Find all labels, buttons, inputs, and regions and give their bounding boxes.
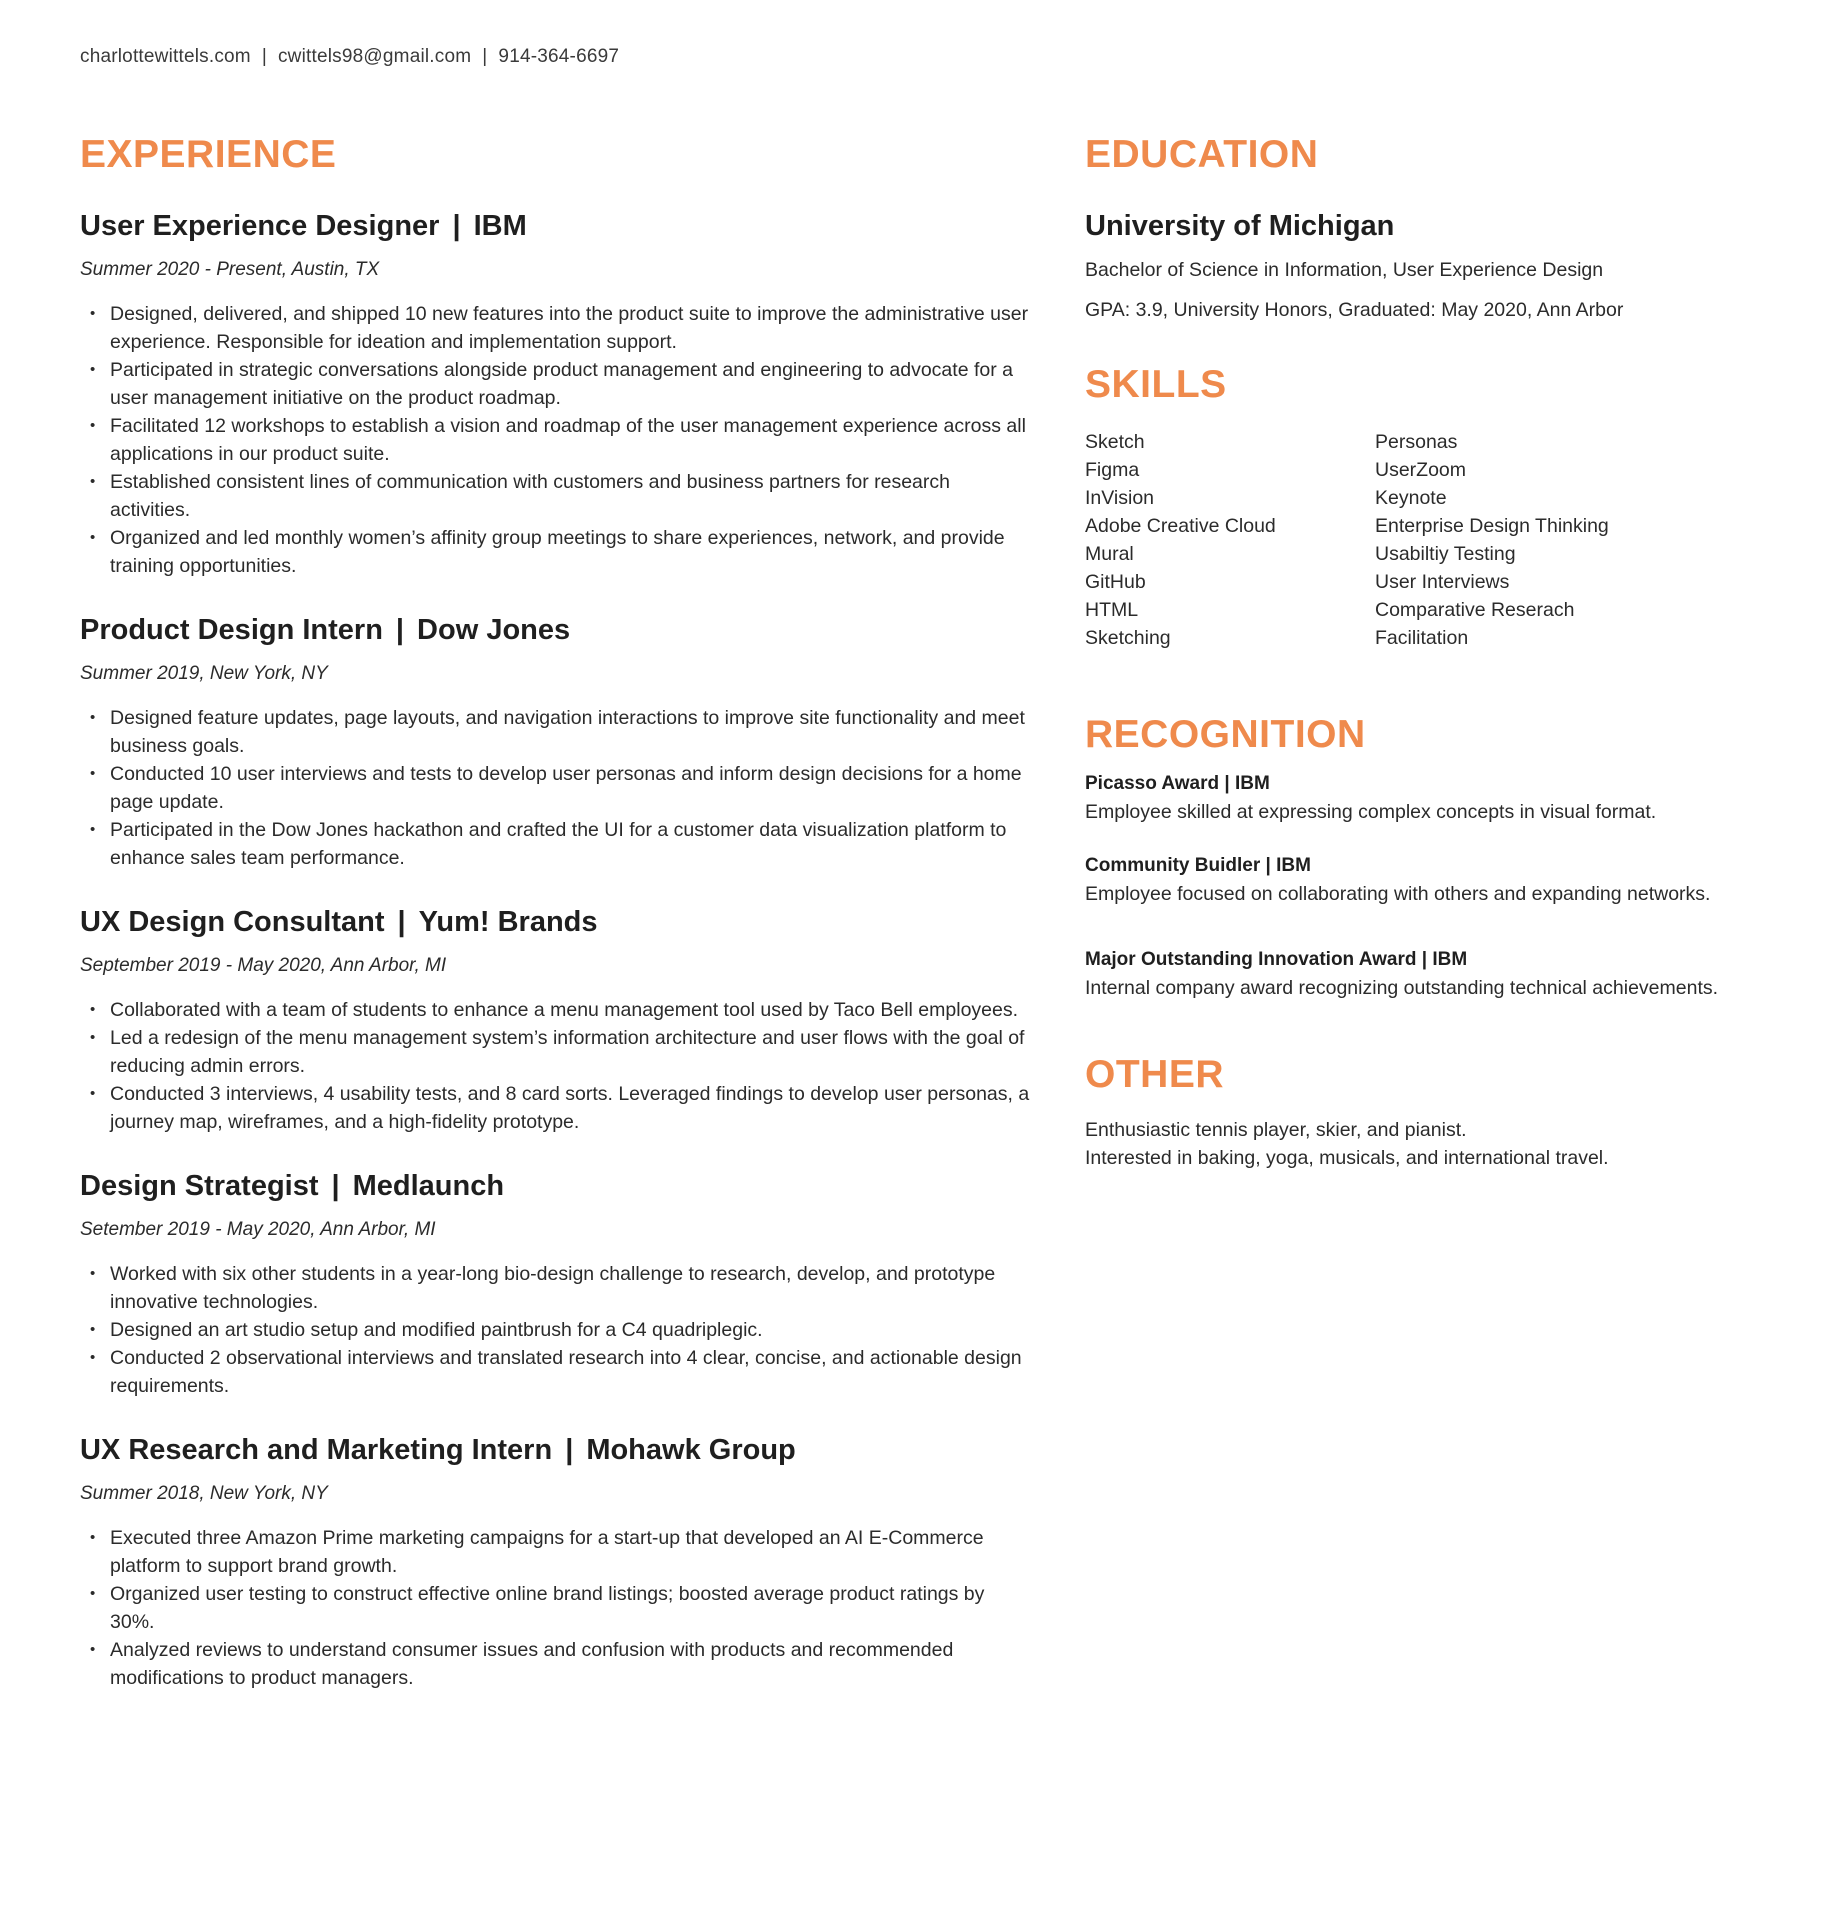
bullet-item: • Led a redesign of the menu management system’s information architecture and user flows with the goal of reducing admin errors. <box>80 1024 1030 1080</box>
skill-item: Usabiltiy Testing <box>1375 543 1516 565</box>
job-title <box>80 1432 1030 1468</box>
other-item: Enthusiastic tennis player, skier, and pianist. <box>1085 1119 1467 1141</box>
experience-entry-ibm <box>80 208 1030 580</box>
job-separator: | <box>397 906 406 938</box>
skills-column-2 <box>1375 428 1665 652</box>
skill-item: Enterprise Design Thinking <box>1375 515 1609 537</box>
experience-entry-medlaunch <box>80 1168 1030 1400</box>
skill-item: Comparative Reserach <box>1375 599 1575 621</box>
job-company: IBM <box>473 210 527 242</box>
job-bullets <box>80 1260 1030 1400</box>
award-name: Picasso Award | IBM <box>1085 773 1270 794</box>
other-list <box>1085 1116 1805 1172</box>
award-entry <box>1085 852 1805 908</box>
bullet-item: • Organized user testing to construct effective online brand listings; boosted average product ratings by 30%. <box>80 1580 1030 1636</box>
bullet-item: • Designed, delivered, and shipped 10 new features into the product suite to improve the administrative user experience. Responsible for ideation and implementation support. <box>80 300 1030 356</box>
skills-column-1 <box>1085 428 1375 652</box>
experience-entry-dow-jones <box>80 612 1030 872</box>
award-name: Major Outstanding Innovation Award | IBM <box>1085 949 1468 970</box>
skills-heading: SKILLS <box>1085 363 1227 406</box>
bullet-item: • Participated in the Dow Jones hackathon and crafted the UI for a customer data visualization platform to enhance sales team performance. <box>80 816 1030 872</box>
job-title <box>80 1168 1030 1204</box>
job-company: Medlaunch <box>352 1170 505 1202</box>
skill-item: Sketch <box>1085 431 1145 453</box>
job-title <box>80 904 1030 940</box>
contact-separator: | <box>482 46 488 67</box>
skill-item: Figma <box>1085 459 1140 481</box>
skill-item: Adobe Creative Cloud <box>1085 515 1276 537</box>
job-meta: Setember 2019 - May 2020, Ann Arbor, MI <box>80 1219 436 1240</box>
job-role: User Experience Designer <box>80 210 440 242</box>
skill-item: Mural <box>1085 543 1134 565</box>
job-role: Product Design Intern <box>80 614 383 646</box>
bullet-item: • Executed three Amazon Prime marketing campaigns for a start-up that developed an AI E-Commerce platform to support brand growth. <box>80 1524 1030 1580</box>
bullet-item: • Established consistent lines of communication with customers and business partners for research activities. <box>80 468 1030 524</box>
contact-website[interactable]: charlottewittels.com <box>80 46 251 67</box>
job-separator: | <box>331 1170 340 1202</box>
skills-grid <box>1085 428 1805 652</box>
job-company: Dow Jones <box>417 614 571 646</box>
experience-heading: EXPERIENCE <box>80 133 337 176</box>
job-meta: Summer 2018, New York, NY <box>80 1483 328 1504</box>
award-name: Community Buidler | IBM <box>1085 855 1311 876</box>
contact-phone: 914-364-6697 <box>498 46 620 67</box>
award-description: Employee skilled at expressing complex concepts in visual format. <box>1085 801 1657 823</box>
bullet-item: • Worked with six other students in a year-long bio-design challenge to research, develop, and prototype innovative technologies. <box>80 1260 1030 1316</box>
job-meta: Summer 2019, New York, NY <box>80 663 328 684</box>
recognition-heading: RECOGNITION <box>1085 713 1366 756</box>
other-heading: OTHER <box>1085 1053 1224 1096</box>
job-separator: | <box>565 1434 574 1466</box>
skill-item: Personas <box>1375 431 1458 453</box>
contact-email[interactable]: cwittels98@gmail.com <box>277 46 472 67</box>
job-company: Mohawk Group <box>586 1434 796 1466</box>
contact-line <box>80 46 619 68</box>
job-bullets <box>80 300 1030 580</box>
job-role: Design Strategist <box>80 1170 319 1202</box>
education-details: GPA: 3.9, University Honors, Graduated: May 2020, Ann Arbor <box>1085 299 1624 321</box>
other-item: Interested in baking, yoga, musicals, and international travel. <box>1085 1147 1609 1169</box>
job-meta: September 2019 - May 2020, Ann Arbor, MI <box>80 955 447 976</box>
bullet-item: • Conducted 3 interviews, 4 usability tests, and 8 card sorts. Leveraged findings to develop user personas, a journey map, wireframes, and a high-fidelity prototype. <box>80 1080 1030 1136</box>
skill-item: InVision <box>1085 487 1155 509</box>
experience-column <box>80 132 1030 1692</box>
skill-item: HTML <box>1085 599 1139 621</box>
bullet-item: • Conducted 10 user interviews and tests to develop user personas and inform design decisions for a home page update. <box>80 760 1030 816</box>
award-entry <box>1085 770 1805 826</box>
bullet-item: • Organized and led monthly women’s affinity group meetings to share experiences, network, and provide training opportunities. <box>80 524 1030 580</box>
job-bullets <box>80 996 1030 1136</box>
job-separator: | <box>395 614 405 646</box>
skill-item: Keynote <box>1375 487 1447 509</box>
contact-separator: | <box>261 46 267 67</box>
sidebar-column <box>1085 132 1805 1172</box>
skill-item: Facilitation <box>1375 627 1469 649</box>
bullet-item: • Conducted 2 observational interviews and translated research into 4 clear, concise, and actionable design requirements. <box>80 1344 1030 1400</box>
skill-item: Sketching <box>1085 627 1171 649</box>
education-degree: Bachelor of Science in Information, User Experience Design <box>1085 259 1604 281</box>
job-company: Yum! Brands <box>418 906 598 938</box>
bullet-item: • Facilitated 12 workshops to establish a vision and roadmap of the user management experience across all applications in our product suite. <box>80 412 1030 468</box>
education-school: University of Michigan <box>1085 210 1395 242</box>
skill-item: User Interviews <box>1375 571 1510 593</box>
education-heading: EDUCATION <box>1085 133 1319 176</box>
job-bullets <box>80 1524 1030 1692</box>
job-role: UX Research and Marketing Intern <box>80 1434 553 1466</box>
experience-entry-mohawk-group <box>80 1432 1030 1692</box>
job-meta: Summer 2020 - Present, Austin, TX <box>80 259 380 280</box>
job-bullets <box>80 704 1030 872</box>
skill-item: UserZoom <box>1375 459 1467 481</box>
job-separator: | <box>452 210 461 242</box>
award-description: Employee focused on collaborating with others and expanding networks. <box>1085 883 1711 905</box>
bullet-item: • Participated in strategic conversations alongside product management and engineering to advocate for a user management initiative on the product roadmap. <box>80 356 1030 412</box>
award-entry <box>1085 946 1805 1002</box>
job-role: UX Design Consultant <box>80 906 385 938</box>
job-title <box>80 612 1030 648</box>
bullet-item: • Designed an art studio setup and modified paintbrush for a C4 quadriplegic. <box>80 1316 1030 1344</box>
award-description: Internal company award recognizing outstanding technical achievements. <box>1085 977 1719 999</box>
skill-item: GitHub <box>1085 571 1146 593</box>
bullet-item: • Designed feature updates, page layouts, and navigation interactions to improve site functionality and meet business goals. <box>80 704 1030 760</box>
bullet-item: • Analyzed reviews to understand consumer issues and confusion with products and recommended modifications to product managers. <box>80 1636 1030 1692</box>
experience-entry-yum-brands <box>80 904 1030 1136</box>
job-title <box>80 208 1030 244</box>
bullet-item: • Collaborated with a team of students to enhance a menu management tool used by Taco Bell employees. <box>80 996 1030 1024</box>
